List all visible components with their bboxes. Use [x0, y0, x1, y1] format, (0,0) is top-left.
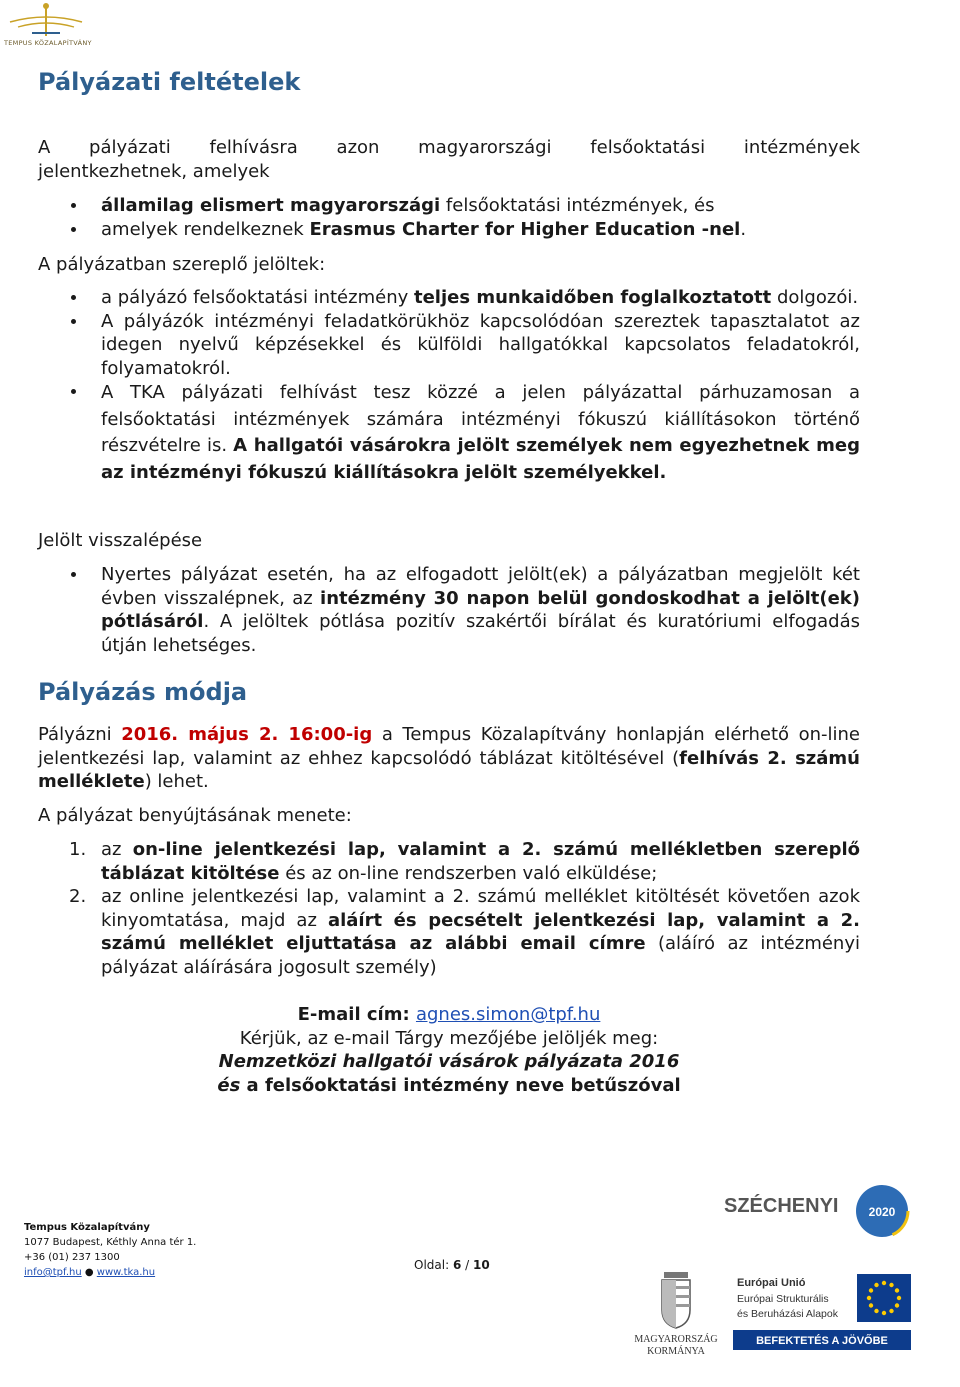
footer-links: [24, 1265, 196, 1280]
application-deadline-paragraph: Pályázni 2016. május 2. 16:00-ig a Tempus Közalapítvány honlapján elérhető on-line jelentkezési lap, valamint az ehhez kapcsolódó táblázat kitöltésével (felhívás 2. számú melléklete) lehet.: [38, 724, 860, 792]
eu-star-icon: [889, 1309, 893, 1313]
withdrawal-label: Jelölt visszalépése: [38, 530, 203, 551]
mk-line2: KORMÁNYA: [647, 1346, 705, 1357]
list-item: 2. az online jelentkezési lap, valamint a 2. számú melléklet kitöltését követően azok kinyomtatása, majd az aláírt és pecsételt jelentkezési lap, valamint a 2. számú melléklet eljuttatása az alábbi email címre (aláíró az intézményi pályázat aláírására jogosult személy): [69, 886, 860, 978]
section-heading-conditions: Pályázati feltételek: [38, 68, 301, 96]
eu-funds-logo: [733, 1272, 913, 1352]
tempus-logo-text: TEMPUS KÖZALAPÍTVÁNY: [4, 39, 92, 47]
candidates-list: [38, 286, 860, 486]
subject-line-2: és a felsőoktatási intézmény neve betűszóval: [217, 1075, 681, 1096]
eligibility-list: [38, 194, 860, 241]
candidates-label: A pályázatban szereplő jelöltek:: [38, 254, 326, 275]
intro-line1: A pályázati felhívásra azon magyarországi felsőoktatási intézmények: [38, 137, 860, 158]
list-item: államilag elismert magyarországi felsőoktatási intézmények, és: [38, 194, 860, 218]
list-item: amelyek rendelkeznek Erasmus Charter for Higher Education -nel.: [38, 218, 860, 242]
withdrawal-list: [38, 563, 860, 657]
eu-star-icon: [882, 1281, 886, 1285]
eu-star-icon: [869, 1288, 873, 1292]
list-item: 1. az on-line jelentkezési lap, valamint a 2. számú mellékletben szereplő táblázat kitöltése és az on-line rendszerben való elküldése;: [69, 839, 860, 884]
bullet-separator-icon: ●: [84, 1267, 94, 1278]
eu-star-icon: [897, 1296, 901, 1300]
list-item: a pályázó felsőoktatási intézmény teljes munkaidőben foglalkoztatott dolgozói.: [38, 286, 860, 310]
subject-line-1: Nemzetközi hallgatói vásárok pályázata 2016: [218, 1051, 680, 1072]
footer-phone: +36 (01) 237 1300: [24, 1252, 120, 1263]
footer-org: Tempus Közalapítvány: [24, 1222, 150, 1233]
subject-instruction: Kérjük, az e-mail Tárgy mezőjébe jelöljék meg:: [239, 1028, 659, 1049]
eu-line1: Európai Unió: [737, 1277, 806, 1289]
szechenyi-text: SZÉCHENYI: [724, 1195, 839, 1217]
eu-star-icon: [869, 1303, 873, 1307]
eu-banner: BEFEKTETÉS A JÖVŐBE: [756, 1335, 888, 1347]
eu-star-icon: [867, 1296, 871, 1300]
eu-line3: és Beruházási Alapok: [737, 1308, 838, 1320]
eu-star-icon: [874, 1309, 878, 1313]
email-line: E-mail cím: agnes.simon@tpf.hu: [297, 1004, 601, 1025]
footer-web-link[interactable]: www.tka.hu: [96, 1267, 156, 1278]
section-heading-method: Pályázás módja: [38, 678, 248, 706]
mk-line1: MAGYARORSZÁG: [634, 1334, 718, 1345]
eu-star-icon: [895, 1303, 899, 1307]
page-number: Oldal: 6 / 10: [414, 1258, 490, 1272]
list-item: A TKA pályázati felhívást tesz közzé a jelen pályázattal párhuzamosan a felsőoktatási intézmények számára intézményi fókuszú kiállításokon történő részvételre is. A hallgatói vásárokra jelölt személyek nem egyezhetnek meg az intézményi fókuszú kiállításokra jelölt személyekkel.: [38, 380, 860, 486]
intro-line2: jelentkezhetnek, amelyek: [38, 161, 270, 182]
deadline-date: 2016. május 2. 16:00-ig: [121, 724, 373, 745]
process-label: A pályázat benyújtásának menete:: [38, 805, 352, 826]
eu-star-icon: [895, 1288, 899, 1292]
eu-star-icon: [889, 1283, 893, 1287]
footer-email-link[interactable]: info@tpf.hu: [24, 1267, 82, 1278]
process-steps: [38, 838, 860, 979]
footer-contact: [24, 1220, 196, 1280]
szechenyi-year: 2020: [868, 1205, 896, 1219]
eu-line2: Európai Strukturális: [737, 1293, 829, 1305]
eu-star-icon: [874, 1283, 878, 1287]
email-link[interactable]: agnes.simon@tpf.hu: [415, 1004, 601, 1025]
eu-star-icon: [882, 1311, 886, 1315]
footer-address: 1077 Budapest, Kéthly Anna tér 1.: [24, 1237, 197, 1248]
magyarorszag-kormanya-logo: [626, 1268, 726, 1358]
list-item: A pályázók intézményi feladatkörükhöz kapcsolódóan szereztek tapasztalatot az idegen nyelvű képzésekkel és külföldi hallgatókkal kapcsolatos feladatokról, folyamatokról.: [38, 310, 860, 381]
szechenyi-2020-logo: [724, 1178, 914, 1244]
list-item: Nyertes pályázat esetén, ha az elfogadott jelölt(ek) a pályázatban megjelölt két évben visszalépnek, az intézmény 30 napon belül gondoskodhat a jelölt(ek) pótlásáról. A jelöltek pótlása pozitív szakértői bírálat és kuratóriumi elfogadás útján lehetséges.: [38, 563, 860, 657]
